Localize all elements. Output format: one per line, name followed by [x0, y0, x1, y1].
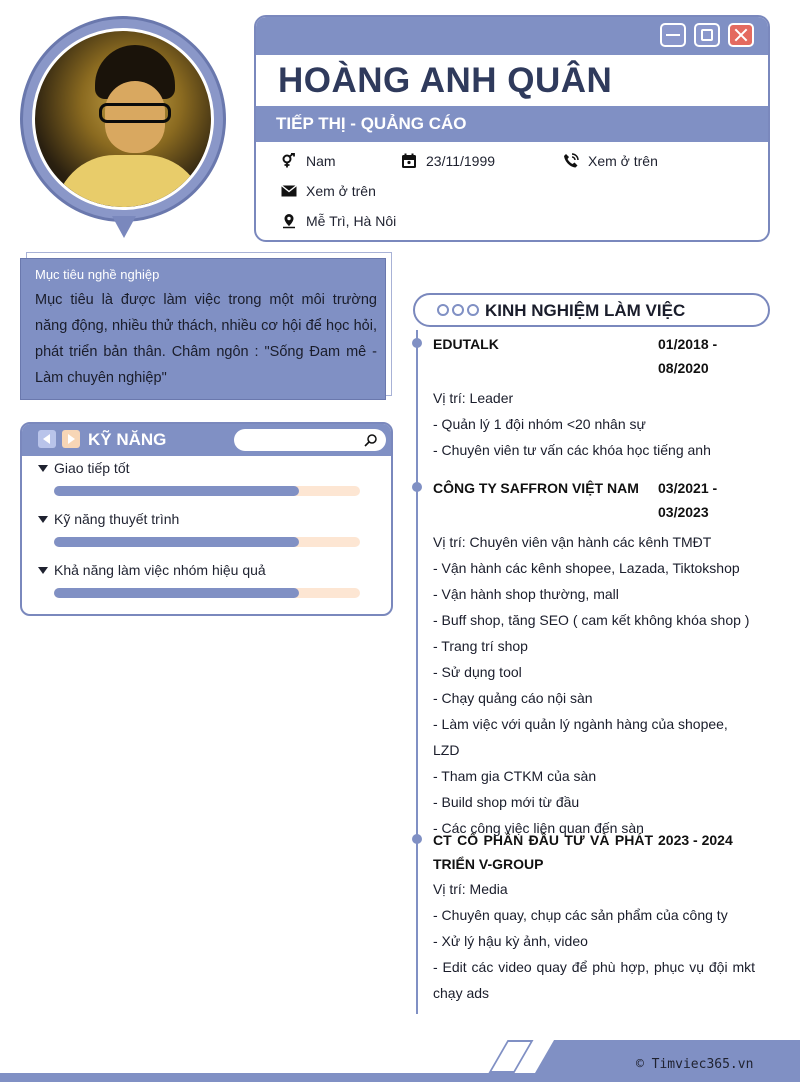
- window-titlebar: [256, 17, 768, 55]
- profile-photo: [32, 28, 214, 210]
- skill-bar: [54, 486, 360, 496]
- job-detail-line: - Làm việc với quản lý ngành hàng của shopee, LZD: [433, 716, 728, 758]
- skill-label: Kỹ năng thuyết trình: [54, 511, 180, 527]
- prev-arrow-icon[interactable]: [38, 430, 56, 448]
- footer-decoration: [488, 1040, 533, 1073]
- skill-item: [38, 511, 368, 527]
- objective-box: [20, 258, 386, 400]
- close-icon[interactable]: [728, 23, 754, 47]
- job-detail-line: - Quản lý 1 đội nhóm <20 nhân sự: [433, 416, 646, 432]
- objective-text: Mục tiêu là được làm việc trong một môi trường năng động, nhiều thử thách, nhiều cơ hội để học hỏi, phát triển bản thân. Châm ngôn : "Sống Đam mê - Làm chuyên nghiệp": [35, 292, 377, 386]
- phone-info: [562, 152, 658, 170]
- timeline-dot: [412, 338, 422, 348]
- footer-credit: © Timviec365.vn: [636, 1057, 754, 1072]
- skill-item: [38, 460, 368, 476]
- birthday-text: 23/11/1999: [426, 153, 496, 169]
- job-detail-line: Vị trí: Chuyên viên vận hành các kênh TMĐT: [433, 534, 712, 550]
- company-name: CÔNG TY SAFFRON VIỆT NAM: [433, 480, 639, 496]
- skill-label: Khả năng làm việc nhóm hiệu quả: [54, 562, 266, 578]
- job-detail-line: - Chuyên quay, chụp các sản phẩm của công ty: [433, 907, 728, 923]
- footer-line: [0, 1073, 800, 1082]
- skill-bar-fill: [54, 486, 299, 496]
- email-info: [280, 182, 376, 200]
- skills-panel: [20, 422, 393, 616]
- avatar: [20, 16, 226, 240]
- phone-text: Xem ở trên: [588, 153, 658, 169]
- address-text: Mễ Trì, Hà Nôi: [306, 213, 397, 229]
- skill-label: Giao tiếp tốt: [54, 460, 130, 476]
- objective-title: Mục tiêu nghề nghiệp: [35, 267, 160, 282]
- skills-header: [22, 424, 391, 456]
- job-title: TIẾP THỊ - QUẢNG CÁO: [256, 106, 768, 142]
- header-card: [254, 15, 770, 242]
- timeline-dot: [412, 834, 422, 844]
- caret-down-icon[interactable]: [38, 516, 48, 523]
- job-detail-line: - Edit các video quay để phù hợp, phục vụ đội mkt chạy ads: [433, 959, 755, 1001]
- job-details: [433, 529, 755, 841]
- search-icon[interactable]: [364, 433, 378, 447]
- job-detail-line: - Chạy quảng cáo nội sàn: [433, 690, 593, 706]
- envelope-icon: [280, 182, 298, 200]
- skill-bar: [54, 537, 360, 547]
- job-period: 01/2018 - 08/2020: [658, 336, 718, 376]
- company-name: EDUTALK: [433, 336, 499, 352]
- skill-bar-fill: [54, 537, 299, 547]
- job-detail-line: - Chuyên viên tư vấn các khóa học tiếng anh: [433, 442, 711, 458]
- caret-down-icon[interactable]: [38, 465, 48, 472]
- job-detail-line: - Trang trí shop: [433, 638, 528, 654]
- job-detail-line: Vị trí: Media: [433, 881, 508, 897]
- job-detail-line: - Xử lý hậu kỳ ảnh, video: [433, 933, 588, 949]
- gender-icon: [280, 152, 298, 170]
- skill-item: [38, 562, 368, 578]
- job-detail-line: Vị trí: Leader: [433, 390, 514, 406]
- company-name: CT CỔ PHẦN ĐẦU TƯ VÀ PHÁT TRIỂN V-GROUP: [433, 832, 653, 872]
- job-details: [433, 876, 755, 1006]
- avatar-pointer: [112, 216, 136, 238]
- phone-icon: [562, 152, 580, 170]
- maximize-icon[interactable]: [694, 23, 720, 47]
- gender-info: [280, 152, 336, 170]
- birthday-info: [400, 152, 495, 170]
- dots-icon: [437, 304, 479, 316]
- job-detail-line: - Buff shop, tăng SEO ( cam kết không khóa shop ): [433, 612, 750, 628]
- experience-header: [413, 293, 770, 327]
- skill-bar-fill: [54, 588, 299, 598]
- skills-title: KỸ NĂNG: [88, 430, 167, 449]
- skill-bar: [54, 588, 360, 598]
- gender-text: Nam: [306, 153, 336, 169]
- calendar-icon: [400, 152, 418, 170]
- timeline-line: [416, 330, 418, 1014]
- timeline-dot: [412, 482, 422, 492]
- job-detail-line: - Các công việc liên quan đến sàn: [433, 820, 644, 836]
- candidate-name: HOÀNG ANH QUÂN: [278, 61, 613, 100]
- job-detail-line: - Vận hành các kênh shopee, Lazada, Tiktokshop: [433, 560, 740, 576]
- experience-title: KINH NGHIỆM LÀM VIỆC: [485, 301, 686, 320]
- job-detail-line: - Sử dụng tool: [433, 664, 522, 680]
- minimize-icon[interactable]: [660, 23, 686, 47]
- next-arrow-icon[interactable]: [62, 430, 80, 448]
- address-info: [280, 212, 396, 230]
- job-period: 2023 - 2024: [658, 832, 733, 848]
- job-detail-line: - Tham gia CTKM của sàn: [433, 768, 597, 784]
- location-pin-icon: [280, 212, 298, 230]
- job-details: [433, 385, 755, 463]
- job-period: 03/2021 - 03/2023: [658, 480, 718, 520]
- job-detail-line: - Build shop mới từ đầu: [433, 794, 580, 810]
- email-text: Xem ở trên: [306, 183, 376, 199]
- job-detail-line: - Vận hành shop thường, mall: [433, 586, 619, 602]
- caret-down-icon[interactable]: [38, 567, 48, 574]
